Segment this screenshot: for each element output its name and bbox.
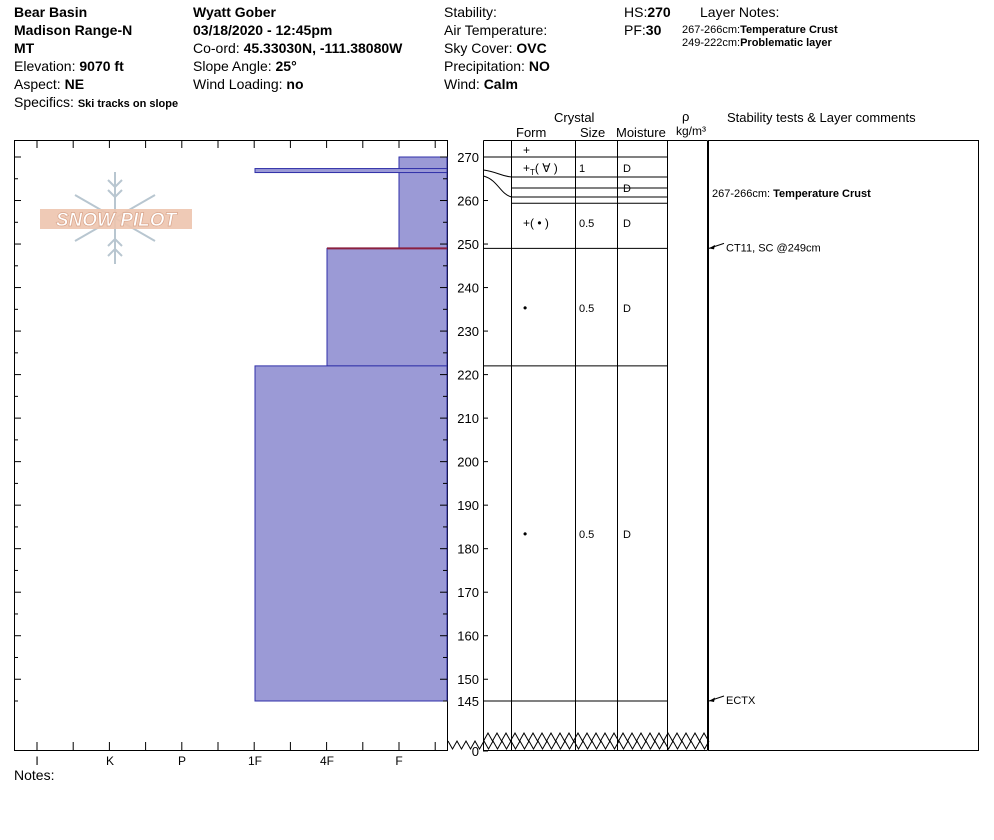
coord-label: Co-ord:: [193, 40, 240, 56]
hardness-tick-label: 1F: [247, 754, 263, 768]
depth-tick-label: 230: [457, 324, 479, 340]
hardness-tick-label: I: [35, 754, 39, 768]
layer-form: +( • ): [523, 216, 549, 230]
sky-value: OVC: [516, 40, 547, 56]
snowpilot-logo: [40, 172, 192, 264]
hs-value: 270: [647, 4, 671, 20]
hardness-tick-label: K: [105, 754, 115, 768]
moisture-header: Moisture: [616, 125, 666, 140]
observation-datetime: 03/18/2020 - 12:45pm: [193, 22, 333, 38]
depth-tick-label: 170: [457, 585, 479, 601]
coord-value: 45.33030N, -111.38080W: [243, 40, 403, 56]
layer-form: +: [523, 143, 531, 157]
hardness-layers: [255, 157, 447, 701]
depth-tick-label: 145: [457, 694, 479, 709]
layer-form-extra: ( ∀ ): [534, 161, 558, 175]
depth-connector: [484, 170, 512, 177]
layer-note-range: 249-222cm:: [682, 37, 741, 49]
axis-break-bottom: [448, 741, 709, 749]
hardness-layer-bar: [327, 248, 447, 366]
layer-table: [448, 141, 709, 751]
layer-form: $+_T$( ∀ ): [523, 161, 558, 177]
size-header: Size: [580, 125, 606, 140]
sky-label: Sky Cover:: [444, 40, 513, 56]
density-unit-header: kg/m³: [676, 124, 706, 138]
stability-test-arrowhead: [709, 245, 715, 250]
pf-label: PF:: [624, 22, 646, 38]
stability-test-label: ECTX: [726, 695, 756, 707]
hardness-tick-label: F: [395, 754, 403, 768]
depth-tick-label: 250: [457, 237, 479, 253]
layer-size: 0.5: [579, 529, 595, 541]
observer-name: Wyatt Gober: [193, 4, 276, 20]
comments-frame: [709, 141, 979, 751]
layer-size: 0.5: [579, 303, 595, 315]
depth-tick-label: 260: [457, 193, 479, 209]
layer-form: •: [523, 301, 528, 315]
stability-label: Stability:: [444, 4, 497, 20]
layer-moisture: D: [623, 529, 631, 541]
depth-tick-label: 220: [457, 367, 479, 383]
hs-label: HS:: [624, 4, 648, 20]
depth-tick-label: 210: [457, 411, 479, 427]
layer-size: 1: [579, 163, 586, 175]
depth-tick-label: 180: [457, 541, 479, 557]
layer-moisture: D: [623, 218, 631, 230]
form-header: Form: [516, 125, 547, 140]
stability-test-label: CT11, SC @249cm: [726, 242, 821, 255]
hardness-tick-label: 4F: [319, 754, 335, 768]
location-name: Bear Basin: [14, 4, 88, 20]
layer-form-subscript: T: [530, 168, 535, 177]
wind-loading-label: Wind Loading:: [193, 76, 283, 92]
layer-comment-text: Temperature Crust: [773, 188, 871, 200]
elevation-value: 9070 ft: [79, 58, 124, 74]
layer-moisture: D: [623, 183, 631, 195]
depth-connector: [484, 176, 512, 197]
aspect-label: Aspect:: [14, 76, 61, 92]
hardness-tick-label: P: [177, 754, 187, 768]
specifics-label: Specifics:: [14, 94, 74, 110]
layer-notes-label: Layer Notes:: [700, 4, 780, 20]
pf-value: 30: [645, 22, 662, 38]
state-name: MT: [14, 40, 35, 56]
layer-form: •: [523, 527, 528, 541]
layer-note-text: Temperature Crust: [740, 24, 838, 36]
layer-note-text: Problematic layer: [740, 37, 832, 49]
depth-tick-label: 160: [457, 628, 479, 644]
layer-moisture: D: [623, 303, 631, 315]
hardness-layer-bar: [255, 366, 447, 701]
range-name: Madison Range-N: [14, 22, 133, 38]
elevation-label: Elevation:: [14, 58, 76, 74]
axis-break-top: [484, 733, 709, 741]
layer-comment: [712, 188, 871, 200]
wind-label: Wind:: [444, 76, 480, 92]
crust-layer-bar: [255, 169, 447, 173]
air-temp-label: Air Temperature:: [444, 22, 548, 38]
layer-comment-range: 267-266cm:: [712, 188, 774, 200]
rho-header: ρ: [682, 109, 690, 124]
precip-value: NO: [528, 58, 550, 74]
depth-tick-label: 200: [457, 454, 479, 470]
layer-size: 0.5: [579, 218, 595, 230]
depth-tick-label: 190: [457, 498, 479, 514]
specifics-value: Ski tracks on slope: [77, 98, 179, 110]
layer-comments: [709, 188, 871, 707]
notes-label: Notes:: [14, 767, 55, 783]
wind-loading-value: no: [286, 76, 304, 92]
stability-test-arrowhead: [709, 698, 715, 703]
layer-moisture: D: [623, 163, 631, 175]
layer-note-range: 267-266cm:: [682, 24, 741, 36]
depth-tick-label: 270: [457, 150, 479, 165]
slope-label: Slope Angle:: [193, 58, 272, 74]
precip-label: Precipitation:: [444, 58, 525, 74]
crystal-header: Crystal: [554, 110, 595, 125]
aspect-value: NE: [64, 76, 85, 92]
logo-text: SNOW PILOT: [55, 210, 177, 231]
depth-tick-label: 150: [457, 672, 479, 688]
depth-tick-label: 240: [457, 280, 479, 296]
slope-value: 25°: [275, 58, 297, 74]
stability-header: Stability tests & Layer comments: [727, 110, 916, 125]
wind-value: Calm: [483, 76, 518, 92]
depth-tick-label: 0: [471, 744, 479, 759]
